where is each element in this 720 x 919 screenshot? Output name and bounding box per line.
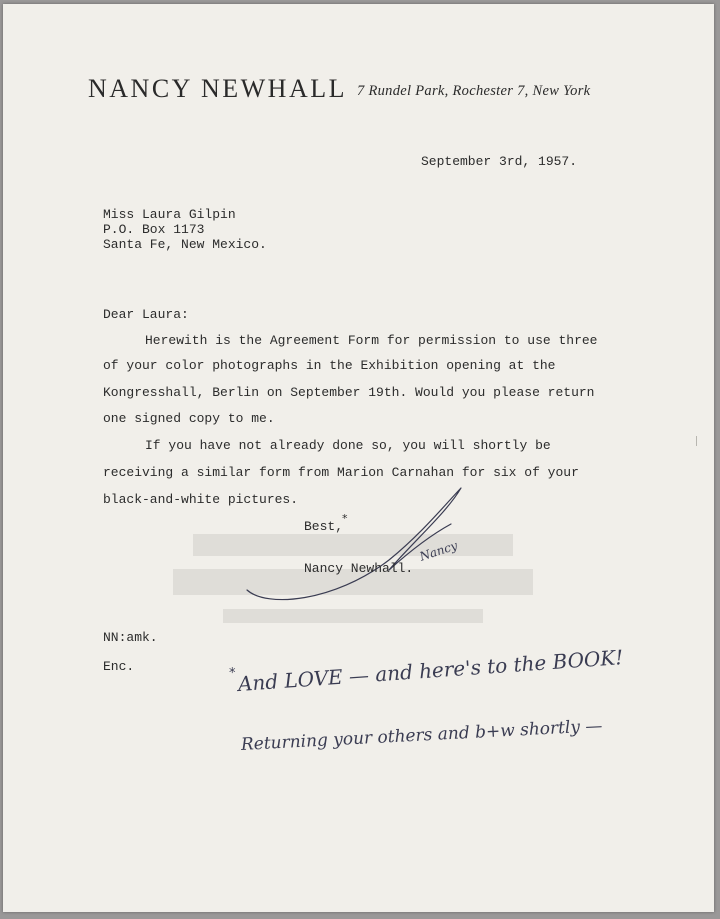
recipient-line: P.O. Box 1173 — [103, 222, 205, 237]
body-line: of your color photographs in the Exhibition opening at the — [103, 358, 556, 373]
body-line: receiving a similar form from Marion Carnahan for six of your — [103, 465, 579, 480]
reference-initials: NN:amk. — [103, 630, 158, 645]
enclosure-note: Enc. — [103, 659, 135, 674]
handwritten-note: Returning your others and b+w shortly — — [240, 716, 603, 755]
asterisk-mark: * — [342, 512, 348, 525]
letterhead-address: 7 Rundel Park, Rochester 7, New York — [357, 83, 591, 99]
letterhead-name: NANCY NEWHALL — [88, 74, 347, 103]
typed-signature-name: Nancy Newhall. — [304, 561, 414, 576]
closing: Best, — [304, 519, 344, 534]
handwritten-signature-name: Nancy — [417, 538, 460, 564]
body-line: Kongresshall, Berlin on September 19th. Would you please return — [103, 385, 595, 400]
body-line: If you have not already done so, you will shortly be — [145, 438, 551, 453]
recipient-line: Santa Fe, New Mexico. — [103, 237, 267, 252]
letter-sheet — [3, 4, 714, 912]
handwritten-note: And LOVE — and here's to the BOOK! — [237, 645, 625, 696]
paper-mark — [696, 436, 697, 446]
body-line: black-and-white pictures. — [103, 492, 299, 507]
letter-date: September 3rd, 1957. — [421, 154, 578, 169]
salutation: Dear Laura: — [103, 307, 189, 322]
body-line: Herewith is the Agreement Form for permission to use three — [145, 333, 598, 348]
recipient-line: Miss Laura Gilpin — [103, 207, 236, 222]
asterisk-mark: * — [229, 666, 236, 681]
body-line: one signed copy to me. — [103, 411, 275, 426]
